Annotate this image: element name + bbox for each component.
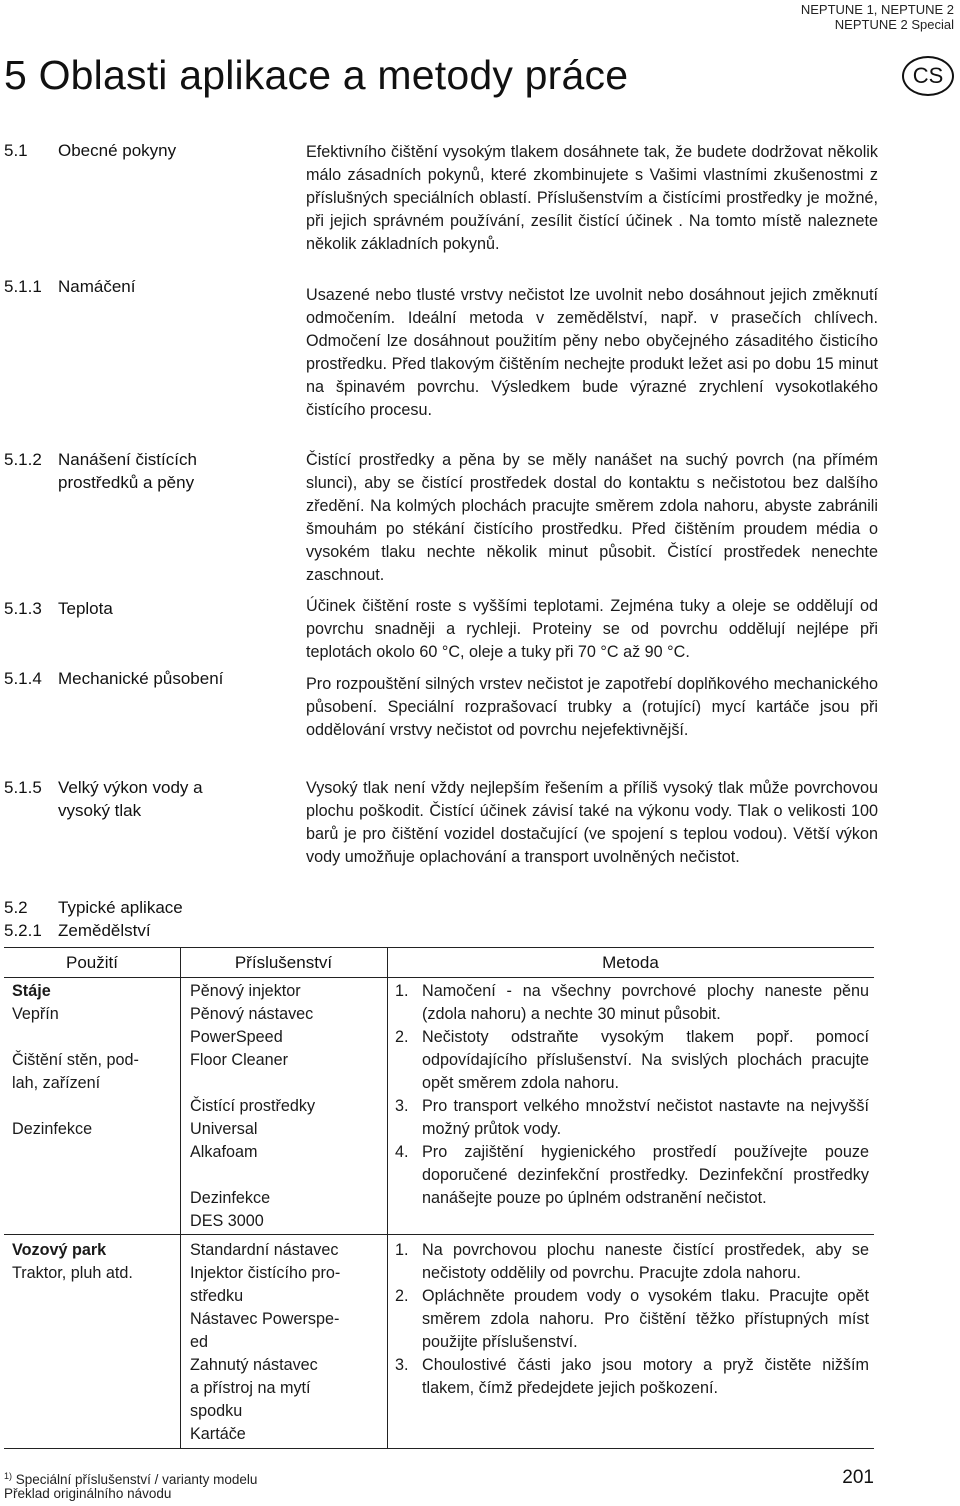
table-row-2-acc-line: Standardní nástavec <box>190 1241 339 1259</box>
method-step-number: 1. <box>395 982 409 1000</box>
table-row-2-use-title: Vozový park <box>12 1241 107 1259</box>
section-5-1-3-number: 5.1.3 <box>4 599 42 618</box>
section-5-1-3-text: Účinek čištění roste s vyššími teplotami. Zejména tuky a oleje se oddělují od povrchu snadněji a rychleji. Proteiny se od povrchu oddělují nejlépe při teplotách okolo 60 °C, oleje a tuky při 70 °C až 90 °C. <box>306 597 878 661</box>
method-step-number: 3. <box>395 1356 409 1374</box>
table-row-2-method-list <box>395 1239 869 1400</box>
table-row-2-acc-line: Injektor čistícího pro- <box>190 1264 341 1282</box>
section-5-1-3-title: Teplota <box>58 599 113 618</box>
table-row-divider <box>4 1234 874 1235</box>
table-row-1-use <box>12 980 176 1141</box>
section-5-1-5-title-line1: Velký výkon vody a <box>58 778 203 797</box>
table-row-1-method-list <box>395 980 869 1210</box>
method-step <box>395 1141 869 1210</box>
table-header-method: Metoda <box>602 953 659 972</box>
method-step-text: Nečistoty odstraňte vysokým tlakem popř. pomocí odpovídajícího příslušenství. Na svislých plochách pracujte opět směrem zdola nahoru. <box>422 1028 869 1092</box>
table-row-2-acc-line: spodku <box>190 1402 243 1420</box>
section-5-1-4-number: 5.1.4 <box>4 669 42 688</box>
table-header-accessories: Příslušenství <box>234 953 333 972</box>
method-step <box>395 1095 869 1141</box>
section-5-1-2-title-line2: prostředků a pěny <box>58 473 195 492</box>
table-col-divider-2 <box>387 947 388 1449</box>
table-row-2-acc-line: středku <box>190 1287 244 1305</box>
method-step-text: Namočení - na všechny povrchové plochy naneste pěnu (zdola nahoru) a nechte 30 minut působit. <box>422 982 869 1023</box>
table-row-1-use-line: lah, zařízení <box>12 1074 101 1092</box>
method-step <box>395 1239 869 1285</box>
section-5-2-title: Typické aplikace <box>58 898 183 917</box>
footnote-mark: 1) <box>4 1471 13 1481</box>
method-step <box>395 980 869 1026</box>
section-5-1-2-title-line1: Nanášení čistících <box>58 450 197 469</box>
section-5-2-1-title: Zemědělství <box>58 921 151 940</box>
section-5-1-1-number: 5.1.1 <box>4 277 42 296</box>
section-5-1-text: Efektivního čištění vysokým tlakem dosáhnete tak, že budete dodržovat několik málo zásadních pokynů, které zkombinujete s Vašimi vlastními zkušenostmi z příslušných speciálních oblastí. Příslušenstvím a čistícími prostředky je možné, při jejich správném používání, zesílit čistící účinek . Na tomto místě naleznete několik základních pokynů. <box>306 143 878 253</box>
table-row-2-acc-line: Nástavec Powerspe- <box>190 1310 340 1328</box>
table-row-1-use-title: Stáje <box>12 982 51 1000</box>
model-line-2: NEPTUNE 2 Special <box>834 17 954 32</box>
table-row-1-use-line: Dezinfekce <box>12 1120 93 1138</box>
section-5-1-4-text: Pro rozpouštění silných vrstev nečistot je zapotřebí doplňkového mechanického působení. Speciální rozprašovací trubky a (rotující) mycí kartáče jsou při oddělování vrstvy nečistot od povrchu nejefektivnější. <box>306 675 878 739</box>
table-row-1-acc-line <box>190 1164 385 1187</box>
section-5-1-5-title <box>58 776 298 822</box>
method-step-text: Choulostivé části jako jsou motory a pryž čistěte nižším tlakem, čímž předejdete jejich poškození. <box>422 1356 869 1397</box>
table-row-2-acc-line: a přístroj na mytí <box>190 1379 311 1397</box>
section-5-1-5-number: 5.1.5 <box>4 778 42 797</box>
method-step-number: 3. <box>395 1097 409 1115</box>
method-step-text: Opláchněte proudem vody o vysokém tlaku. Pracujte opět směrem zdola nahoru. Pro čištění těžko přístupných míst použijte příslušenství. <box>422 1287 869 1351</box>
section-5-1-title: Obecné pokyny <box>58 141 177 160</box>
model-line-1: NEPTUNE 1, NEPTUNE 2 <box>800 2 954 17</box>
method-step-text: Pro zajištění hygienického prostředí používejte pouze doporučené dezinfekční prostředky. Dezinfekční prostředky nanášejte pouze po úplném odstranění nečistot. <box>422 1143 869 1207</box>
application-table <box>4 947 874 1449</box>
table-row-1-acc-line: DES 3000 <box>190 1212 264 1230</box>
model-list <box>801 2 954 32</box>
table-row-2-acc-line: Zahnutý nástavec <box>190 1356 318 1374</box>
method-step <box>395 1354 869 1400</box>
table-row-1-acc-line: Universal <box>190 1120 258 1138</box>
table-border-top <box>4 947 874 948</box>
language-badge: CS <box>902 56 954 96</box>
section-5-1-2-title <box>58 448 298 494</box>
table-col-divider-1 <box>180 947 181 1449</box>
table-row-2-use-line: Traktor, pluh atd. <box>12 1264 133 1282</box>
section-5-2-number: 5.2 <box>4 898 28 917</box>
table-row-1-acc-line: PowerSpeed <box>190 1028 283 1046</box>
footnote-text: Speciální příslušenství / varianty modelu <box>12 1472 258 1487</box>
table-row-1-use-line: Čištění stěn, pod- <box>12 1051 139 1069</box>
section-5-1-5-text: Vysoký tlak není vždy nejlepším řešením a příliš vysoký tlak může povrchovou plochu poškodit. Čistící účinek závisí také na výkonu vody. Tlak o velikosti 100 barů je pro čištění vozidel dostačující (ve spojení s teplou vodou). Větší výkon vody umožňuje oplachování a transport uvolněných nečistot. <box>306 779 878 866</box>
section-5-1-4-title: Mechanické působení <box>58 669 224 688</box>
method-step-text: Pro transport velkého množství nečistot nastavte na nejvyšší možný průtok vody. <box>422 1097 869 1138</box>
table-row-1-acc-line: Pěnový nástavec <box>190 1005 314 1023</box>
page-number: 201 <box>842 1467 874 1488</box>
section-5-1-1-title: Namáčení <box>58 277 136 296</box>
method-step <box>395 1026 869 1095</box>
section-5-1-number: 5.1 <box>4 141 28 160</box>
method-step-number: 2. <box>395 1028 409 1046</box>
table-row-1-acc-line: Floor Cleaner <box>190 1051 289 1069</box>
table-row-2-use <box>12 1239 176 1285</box>
page-title: 5 Oblasti aplikace a metody práce <box>4 52 629 98</box>
table-border-bottom <box>4 1448 874 1449</box>
table-row-2-acc-line: Kartáče <box>190 1425 246 1443</box>
table-row-1-use-line: Vepřín <box>12 1005 59 1023</box>
table-header-use: Použití <box>66 953 118 972</box>
translation-note: Překlad originálního návodu <box>4 1486 172 1501</box>
method-step-number: 1. <box>395 1241 409 1259</box>
table-row-1-acc-line: Dezinfekce <box>190 1189 271 1207</box>
method-step <box>395 1285 869 1354</box>
table-row-1-acc-line <box>190 1072 385 1095</box>
section-5-1-1-text: Usazené nebo tlusté vrstvy nečistot lze uvolnit nebo dosáhnout jejich změknutí odmočením. Ideální metoda v zemědělství, např. v prasečích chlívech. Odmočení lze dosáhnout použitím pěny nebo obyčejného zásaditého čisticího prostředku. Před tlakovým čištěním nechejte produkt ležet asi po dobu 15 minut na špinavém povrchu. Výsledkem bude výrazné zrychlení vysokotlakého čistícího procesu. <box>306 286 878 419</box>
method-step-text: Na povrchovou plochu naneste čistící prostředek, aby se nečistoty oddělily od povrchu. Pracujte zdola nahoru. <box>422 1241 869 1282</box>
method-step-number: 2. <box>395 1287 409 1305</box>
section-5-1-2-number: 5.1.2 <box>4 450 42 469</box>
section-5-1-2-text: Čistící prostředky a pěna by se měly nanášet na suchý povrch (na přímém slunci), aby se čistící prostředek dostal do kontaktu s nečistotou bez dalšího zředění. Na kolmých plochách pracujte směrem zdola nahoru, abyste zabránili šmouhám po stékání čistícího prostředku. Před čištěním proudem média o vysokém tlaku nechte několik minut působit. Čistící prostředek nenechte zaschnout. <box>306 451 878 584</box>
table-row-1-use-line <box>12 1026 176 1049</box>
table-row-2-acc-line: ed <box>190 1333 209 1351</box>
table-row-1-acc-line: Alkafoam <box>190 1143 258 1161</box>
table-header-divider <box>4 977 874 978</box>
section-5-1-5-title-line2: vysoký tlak <box>58 801 142 820</box>
table-row-1-acc-line: Pěnový injektor <box>190 982 301 1000</box>
table-row-1-use-line <box>12 1095 176 1118</box>
table-row-1-accessories <box>190 980 385 1233</box>
table-row-2-accessories <box>190 1239 385 1446</box>
section-5-2-1-number: 5.2.1 <box>4 921 42 940</box>
method-step-number: 4. <box>395 1143 409 1161</box>
table-row-1-acc-line: Čistící prostředky <box>190 1097 316 1115</box>
